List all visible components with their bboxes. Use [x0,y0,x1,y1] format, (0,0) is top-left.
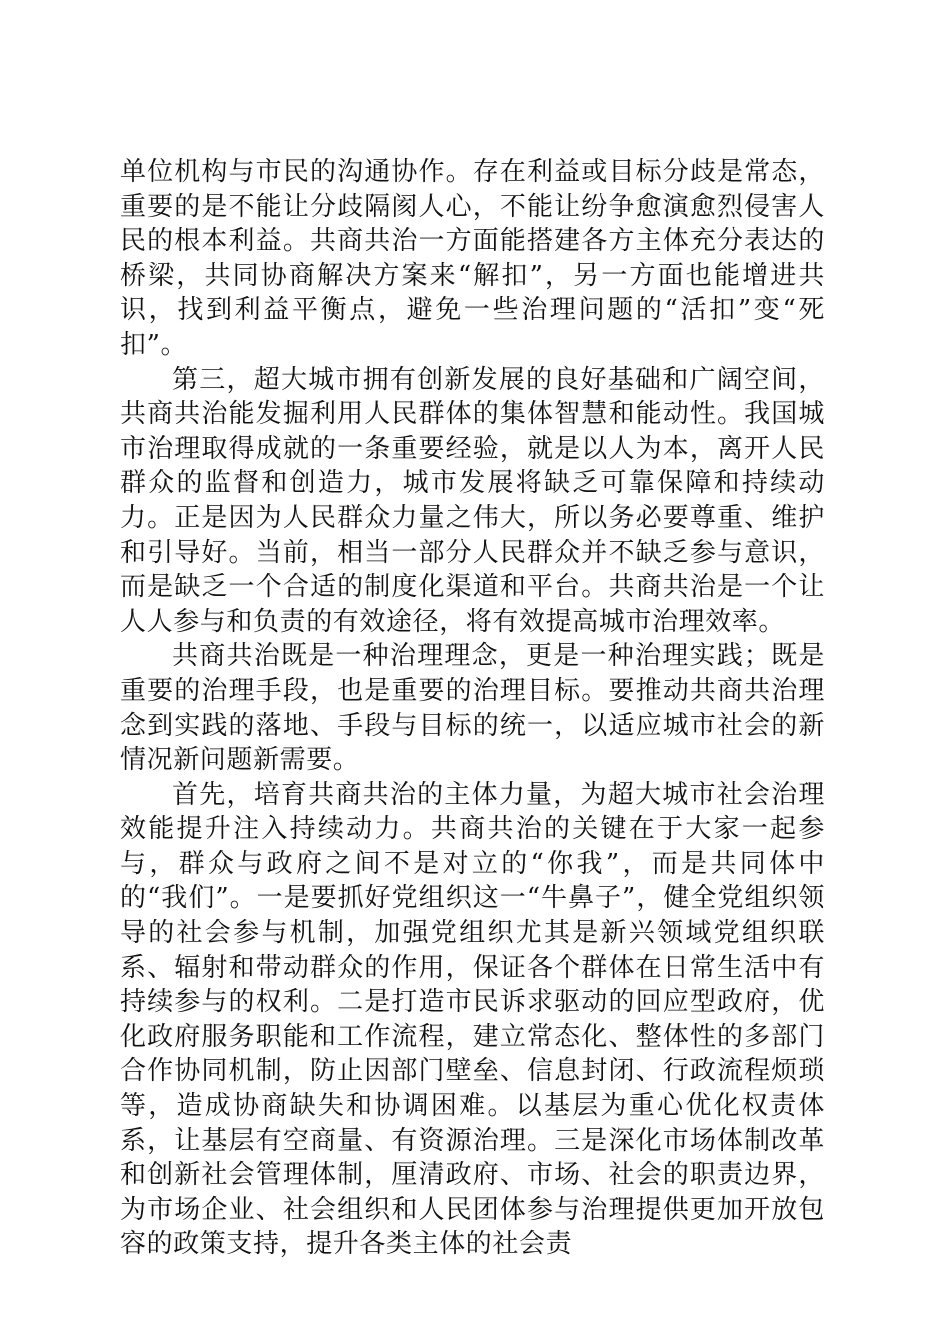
paragraph-concept-practice: 共商共治既是一种治理理念，更是一种治理实践；既是重要的治理手段，也是重要的治理目标。要推动共商共治理念到实践的落地、手段与目标的统一，以适应城市社会的新情况新问题新需要。 [120,641,825,776]
document-page [120,155,825,1262]
paragraph-third-point: 第三，超大城市拥有创新发展的良好基础和广阔空间，共商共治能发掘利用人民群体的集体智慧和能动性。我国城市治理取得成就的一条重要经验，就是以人为本，离开人民群众的监督和创造力，城市发展将缺乏可靠保障和持续动力。正是因为人民群众力量之伟大，所以务必要尊重、维护和引导好。当前，相当一部分人民群众并不缺乏参与意识，而是缺乏一个合适的制度化渠道和平台。共商共治是一个让人人参与和负责的有效途径，将有效提高城市治理效率。 [120,364,825,637]
paragraph-continued: 单位机构与市民的沟通协作。存在利益或目标分歧是常态，重要的是不能让分歧隔阂人心，不能让纷争愈演愈烈侵害人民的根本利益。共商共治一方面能搭建各方主体充分表达的桥梁，共同协商解决方案来“解扣”，另一方面也能增进共识，找到利益平衡点，避免一些治理问题的“活扣”变“死扣”。 [120,157,825,360]
paragraph-first-measure: 首先，培育共商共治的主体力量，为超大城市社会治理效能提升注入持续动力。共商共治的关键在于大家一起参与，群众与政府之间不是对立的“你我”，而是共同体中的“我们”。一是要抓好党组织这一“牛鼻子”，健全党组织领导的社会参与机制，加强党组织尤其是新兴领域党组织联系、辐射和带动群众的作用，保证各个群体在日常生活中有持续参与的权利。二是打造市民诉求驱动的回应型政府，优化政府服务职能和工作流程，建立常态化、整体性的多部门合作协同机制，防止因部门壁垒、信息封闭、行政流程烦琐等，造成协商缺失和协调困难。以基层为重心优化权责体系，让基层有空商量、有资源治理。三是深化市场体制改革和创新社会管理体制，厘清政府、市场、社会的职责边界，为市场企业、社会组织和人民团体参与治理提供更加开放包容的政策支持，提升各类主体的社会责 [120,779,825,1260]
